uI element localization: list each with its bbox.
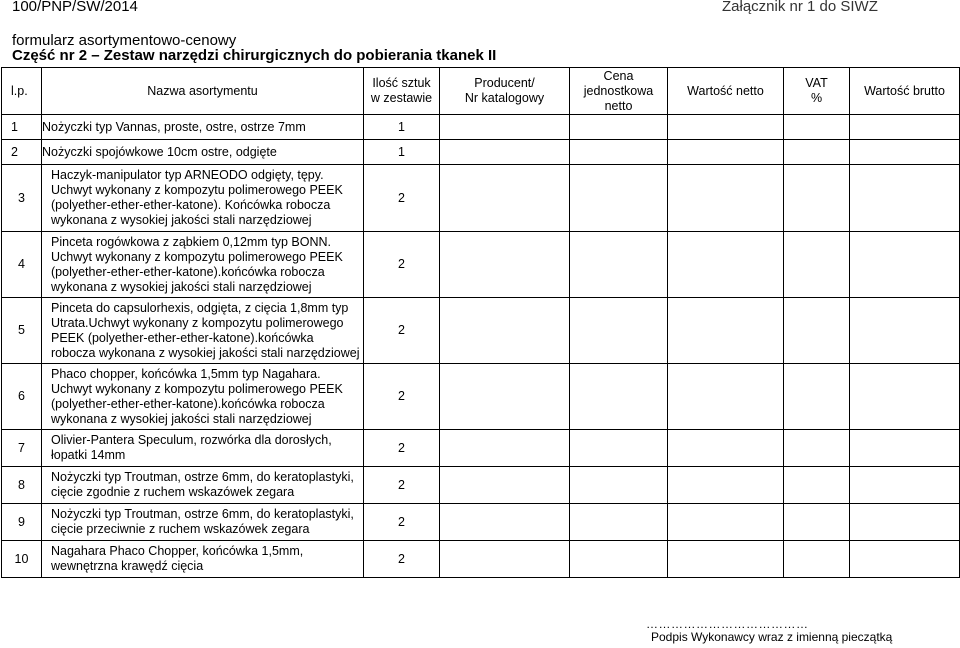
- item-name-line: Uchwyt wykonany z kompozytu polimerowego PEEK: [51, 249, 343, 264]
- item-name: [42, 298, 364, 364]
- net-value-cell[interactable]: [668, 467, 784, 504]
- net-value-cell[interactable]: [668, 165, 784, 232]
- item-name-line: PEEK (polyether-ether-ether-katone).końcówka: [51, 330, 314, 345]
- part-title: Część nr 2 – Zestaw narzędzi chirurgicznych do pobierania tkanek II: [12, 47, 497, 64]
- item-name-line: Nożyczki spojówkowe 10cm ostre, odgięte: [42, 144, 277, 159]
- item-name-line: Utrata.Uchwyt wykonany z kompozytu polimerowego: [51, 315, 344, 330]
- net-value-cell[interactable]: [668, 364, 784, 430]
- row-number: 7: [2, 430, 42, 467]
- item-name-line: (polyether-ether-ether-katone).końcówka robocza: [51, 396, 325, 411]
- net-value-cell[interactable]: [668, 541, 784, 578]
- item-name-line: wykonana z wysokiej jakości stali narzędziowej: [51, 279, 312, 294]
- item-name: [42, 232, 364, 298]
- unit-price-cell[interactable]: [570, 467, 668, 504]
- document-reference: 100/PNP/SW/2014: [12, 0, 138, 15]
- net-value-cell[interactable]: [668, 140, 784, 165]
- producer-cell[interactable]: [440, 541, 570, 578]
- item-name-line: Uchwyt wykonany z kompozytu polimerowego PEEK: [51, 183, 343, 197]
- table-row: [2, 232, 960, 298]
- gross-value-cell[interactable]: [850, 430, 960, 467]
- header-vat: VAT %: [784, 68, 850, 115]
- item-name-line: Nożyczki typ Troutman, ostrze 6mm, do keratoplastyki,: [51, 470, 354, 484]
- unit-price-cell[interactable]: [570, 165, 668, 232]
- item-quantity: 1: [364, 140, 440, 165]
- producer-cell[interactable]: [440, 115, 570, 140]
- vat-cell[interactable]: [784, 364, 850, 430]
- unit-price-cell[interactable]: [570, 232, 668, 298]
- vat-cell[interactable]: [784, 504, 850, 541]
- vat-cell[interactable]: [784, 298, 850, 364]
- item-name-line: Haczyk-manipulator typ ARNEODO odgięty, tępy.: [51, 168, 324, 182]
- unit-price-cell[interactable]: [570, 364, 668, 430]
- item-name-line: wykonana z wysokiej jakości stali narzędziowej: [51, 411, 312, 426]
- item-name-line: Olivier-Pantera Speculum, rozwórka dla dorosłych,: [51, 433, 332, 447]
- table-header-row: [2, 68, 960, 115]
- row-number: 1: [2, 115, 42, 140]
- signature-label: Podpis Wykonawcy wraz z imienną pieczątką: [651, 630, 893, 644]
- gross-value-cell[interactable]: [850, 504, 960, 541]
- item-quantity: 2: [364, 504, 440, 541]
- item-name-line: łopatki 14mm: [51, 448, 126, 462]
- producer-cell[interactable]: [440, 298, 570, 364]
- item-quantity: 2: [364, 364, 440, 430]
- vat-cell[interactable]: [784, 541, 850, 578]
- item-name-line: wykonana z wysokiej jakości stali narzędziowej: [51, 213, 312, 227]
- net-value-cell[interactable]: [668, 232, 784, 298]
- header-producer: Producent/ Nr katalogowy: [440, 68, 570, 115]
- vat-cell[interactable]: [784, 430, 850, 467]
- item-name: [42, 115, 364, 140]
- item-name-line: Uchwyt wykonany z kompozytu polimerowego PEEK: [51, 381, 343, 396]
- table-row: [2, 467, 960, 504]
- row-number: 8: [2, 467, 42, 504]
- item-name-line: robocza wykonana z wysokiej jakości stali narzędziowej: [51, 345, 360, 360]
- item-name-line: Phaco chopper, końcówka 1,5mm typ Nagahara.: [51, 366, 321, 381]
- header-name: Nazwa asortymentu: [42, 68, 364, 115]
- gross-value-cell[interactable]: [850, 467, 960, 504]
- form-title: formularz asortymentowo-cenowy: [12, 32, 237, 49]
- row-number: 9: [2, 504, 42, 541]
- table-row: [2, 364, 960, 430]
- producer-cell[interactable]: [440, 165, 570, 232]
- unit-price-cell[interactable]: [570, 140, 668, 165]
- producer-cell[interactable]: [440, 140, 570, 165]
- item-name-line: wewnętrzna krawędź cięcia: [51, 559, 204, 573]
- item-name: [42, 430, 364, 467]
- item-name: [42, 140, 364, 165]
- producer-cell[interactable]: [440, 364, 570, 430]
- item-name-line: (polyether-ether-ether-katone). Końcówka robocza: [51, 198, 331, 212]
- item-name-line: Nożyczki typ Vannas, proste, ostre, ostrze 7mm: [42, 119, 306, 134]
- producer-cell[interactable]: [440, 467, 570, 504]
- price-form-table: [1, 67, 960, 578]
- gross-value-cell[interactable]: [850, 298, 960, 364]
- net-value-cell[interactable]: [668, 430, 784, 467]
- row-number: 4: [2, 232, 42, 298]
- table-row: [2, 298, 960, 364]
- signature-line: …………………………………: [646, 617, 809, 631]
- vat-cell[interactable]: [784, 232, 850, 298]
- table-row: [2, 140, 960, 165]
- item-name-line: Pinceta do capsulorhexis, odgięta, z cięcia 1,8mm typ: [51, 300, 349, 315]
- producer-cell[interactable]: [440, 504, 570, 541]
- item-quantity: 2: [364, 298, 440, 364]
- unit-price-cell[interactable]: [570, 541, 668, 578]
- row-number: 6: [2, 364, 42, 430]
- item-name-line: cięcie zgodnie z ruchem wskazówek zegara: [51, 485, 295, 499]
- item-quantity: 1: [364, 115, 440, 140]
- item-name: [42, 467, 364, 504]
- item-name-line: Nagahara Phaco Chopper, końcówka 1,5mm,: [51, 544, 304, 558]
- row-number: 10: [2, 541, 42, 578]
- table-row: [2, 504, 960, 541]
- table-row: [2, 165, 960, 232]
- table-row: [2, 430, 960, 467]
- attachment-label: Załącznik nr 1 do SIWZ: [722, 0, 878, 15]
- item-name: [42, 541, 364, 578]
- item-name-line: Nożyczki typ Troutman, ostrze 6mm, do keratoplastyki,: [51, 507, 354, 521]
- item-name: [42, 165, 364, 232]
- item-quantity: 2: [364, 430, 440, 467]
- net-value-cell[interactable]: [668, 298, 784, 364]
- header-gross-value: Wartość brutto: [850, 68, 960, 115]
- gross-value-cell[interactable]: [850, 140, 960, 165]
- net-value-cell[interactable]: [668, 115, 784, 140]
- row-number: 5: [2, 298, 42, 364]
- header-net-value: Wartość netto: [668, 68, 784, 115]
- net-value-cell[interactable]: [668, 504, 784, 541]
- item-quantity: 2: [364, 541, 440, 578]
- table-row: [2, 541, 960, 578]
- header-quantity: Ilość sztuk w zestawie: [364, 68, 440, 115]
- header-unit-price: Cena jednostkowa netto: [570, 68, 668, 115]
- vat-cell[interactable]: [784, 165, 850, 232]
- header-lp: l.p.: [2, 68, 42, 115]
- item-name: [42, 364, 364, 430]
- producer-cell[interactable]: [440, 430, 570, 467]
- item-name-line: (polyether-ether-ether-katone).końcówka robocza: [51, 264, 325, 279]
- vat-cell[interactable]: [784, 467, 850, 504]
- producer-cell[interactable]: [440, 232, 570, 298]
- item-quantity: 2: [364, 467, 440, 504]
- gross-value-cell[interactable]: [850, 541, 960, 578]
- gross-value-cell[interactable]: [850, 115, 960, 140]
- gross-value-cell[interactable]: [850, 364, 960, 430]
- item-name: [42, 504, 364, 541]
- unit-price-cell[interactable]: [570, 298, 668, 364]
- item-name-line: cięcie przeciwnie z ruchem wskazówek zegara: [51, 522, 310, 536]
- gross-value-cell[interactable]: [850, 165, 960, 232]
- gross-value-cell[interactable]: [850, 232, 960, 298]
- table-row: [2, 115, 960, 140]
- unit-price-cell[interactable]: [570, 504, 668, 541]
- item-quantity: 2: [364, 165, 440, 232]
- unit-price-cell[interactable]: [570, 430, 668, 467]
- item-name-line: Pinceta rogówkowa z ząbkiem 0,12mm typ BONN.: [51, 234, 331, 249]
- unit-price-cell[interactable]: [570, 115, 668, 140]
- row-number: 2: [2, 140, 42, 165]
- row-number: 3: [2, 165, 42, 232]
- vat-cell[interactable]: [784, 115, 850, 140]
- vat-cell[interactable]: [784, 140, 850, 165]
- item-quantity: 2: [364, 232, 440, 298]
